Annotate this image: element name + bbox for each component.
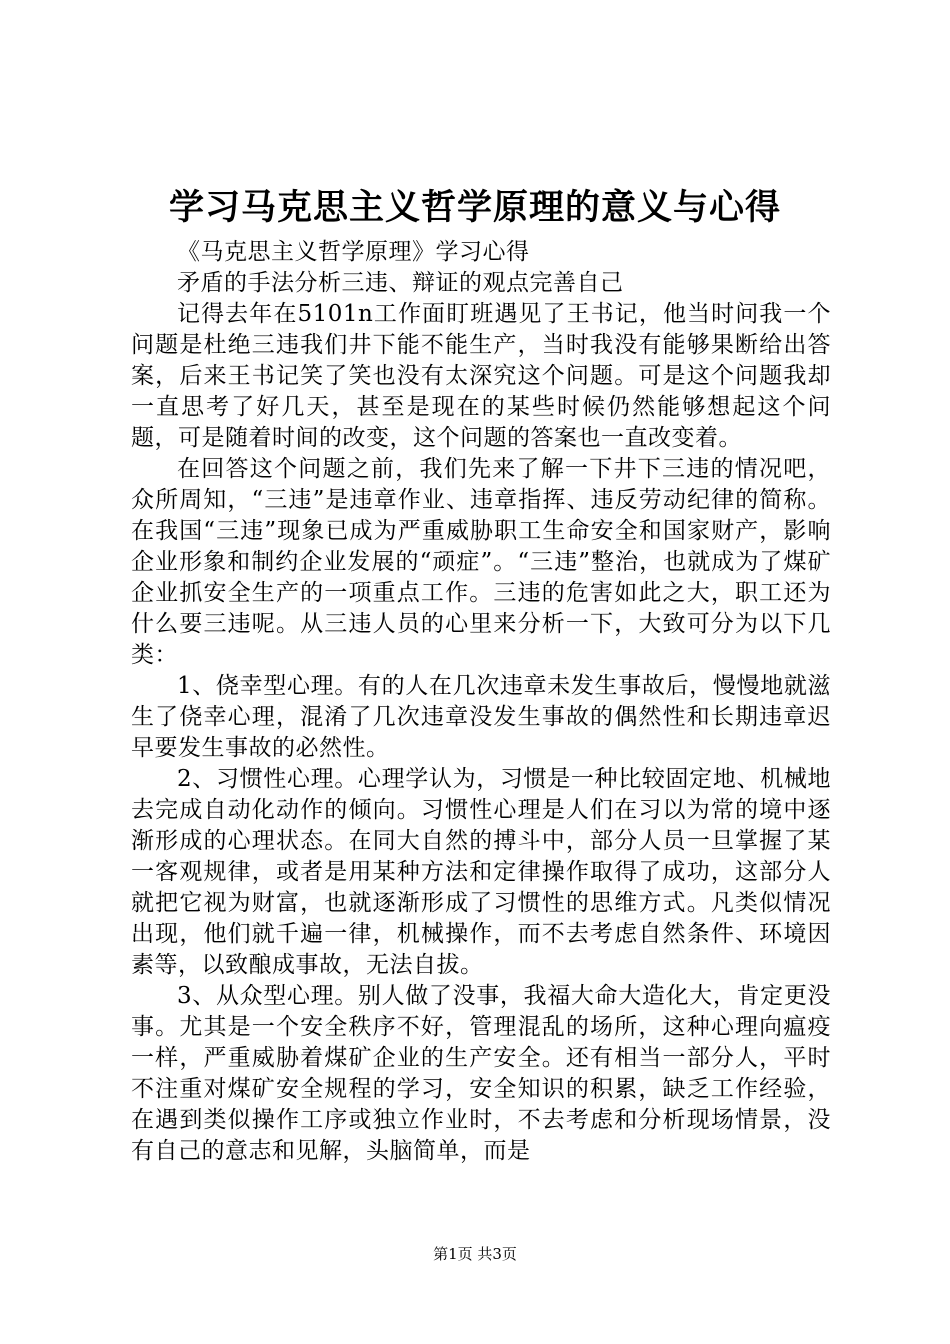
paragraph-subtitle: 《马克思主义哲学原理》学习心得 [177, 239, 530, 265]
paragraph-intro: 记得去年在5101n工作面盯班遇见了王书记，他当时问我一个问题是杜绝三违我们井下能不能生产，当时我没有能够果断给出答案，后来王书记笑了笑也没有太深究这个问题。可是这个问题我却一直思考了好几天，甚至是现在的某些时候仍然能够想起这个问题，可是随着时间的改变，这个问题的答案也一直改变着。 [131, 301, 831, 451]
document-body [131, 237, 831, 1167]
paragraph-point-2: 2、习惯性心理。心理学认为，习惯是一种比较固定地、机械地去完成自动化动作的倾向。习惯性心理是人们在习以为常的境中逐渐形成的心理状态。在同大自然的搏斗中，部分人员一旦掌握了某一客观规律，或者是用某种方法和定律操作取得了成功，这部分人就把它视为财富，也就逐渐形成了习惯性的思维方式。凡类似情况出现，他们就千遍一律，机械操作，而不去考虑自然条件、环境因素等，以致酿成事故，无法自拔。 [131, 766, 831, 978]
page-footer: 第1页 共3页 [433, 1245, 517, 1263]
paragraph-point-3: 3、从众型心理。别人做了没事，我福大命大造化大，肯定更没事。尤其是一个安全秩序不好，管理混乱的场所，这种心理向瘟疫一样，严重威胁着煤矿企业的生产安全。还有相当一部分人，平时不注重对煤矿安全规程的学习，安全知识的积累，缺乏工作经验，在遇到类似操作工序或独立作业时，不去考虑和分析现场情景，没有自己的意志和见解，头脑简单，而是 [131, 983, 831, 1164]
document-title: 学习马克思主义哲学原理的意义与心得 [168, 187, 781, 228]
paragraph-background: 在回答这个问题之前，我们先来了解一下井下三违的情况吧，众所周知，“三违”是违章作业、违章指挥、违反劳动纪律的简称。在我国“三违”现象已成为严重威胁职工生命安全和国家财产，影响企业形象和制约企业发展的“顽症”。“三违”整治，也就成为了煤矿企业抓安全生产的一项重点工作。三违的危害如此之大，职工还为什么要三违呢。从三违人员的心里来分析一下，大致可分为以下几类： [131, 456, 831, 668]
paragraph-point-1: 1、侥幸型心理。有的人在几次违章未发生事故后，慢慢地就滋生了侥幸心理，混淆了几次违章没发生事故的偶然性和长期违章迟早要发生事故的必然性。 [131, 673, 831, 761]
paragraph-theme: 矛盾的手法分析三违、辩证的观点完善自己 [177, 270, 624, 296]
